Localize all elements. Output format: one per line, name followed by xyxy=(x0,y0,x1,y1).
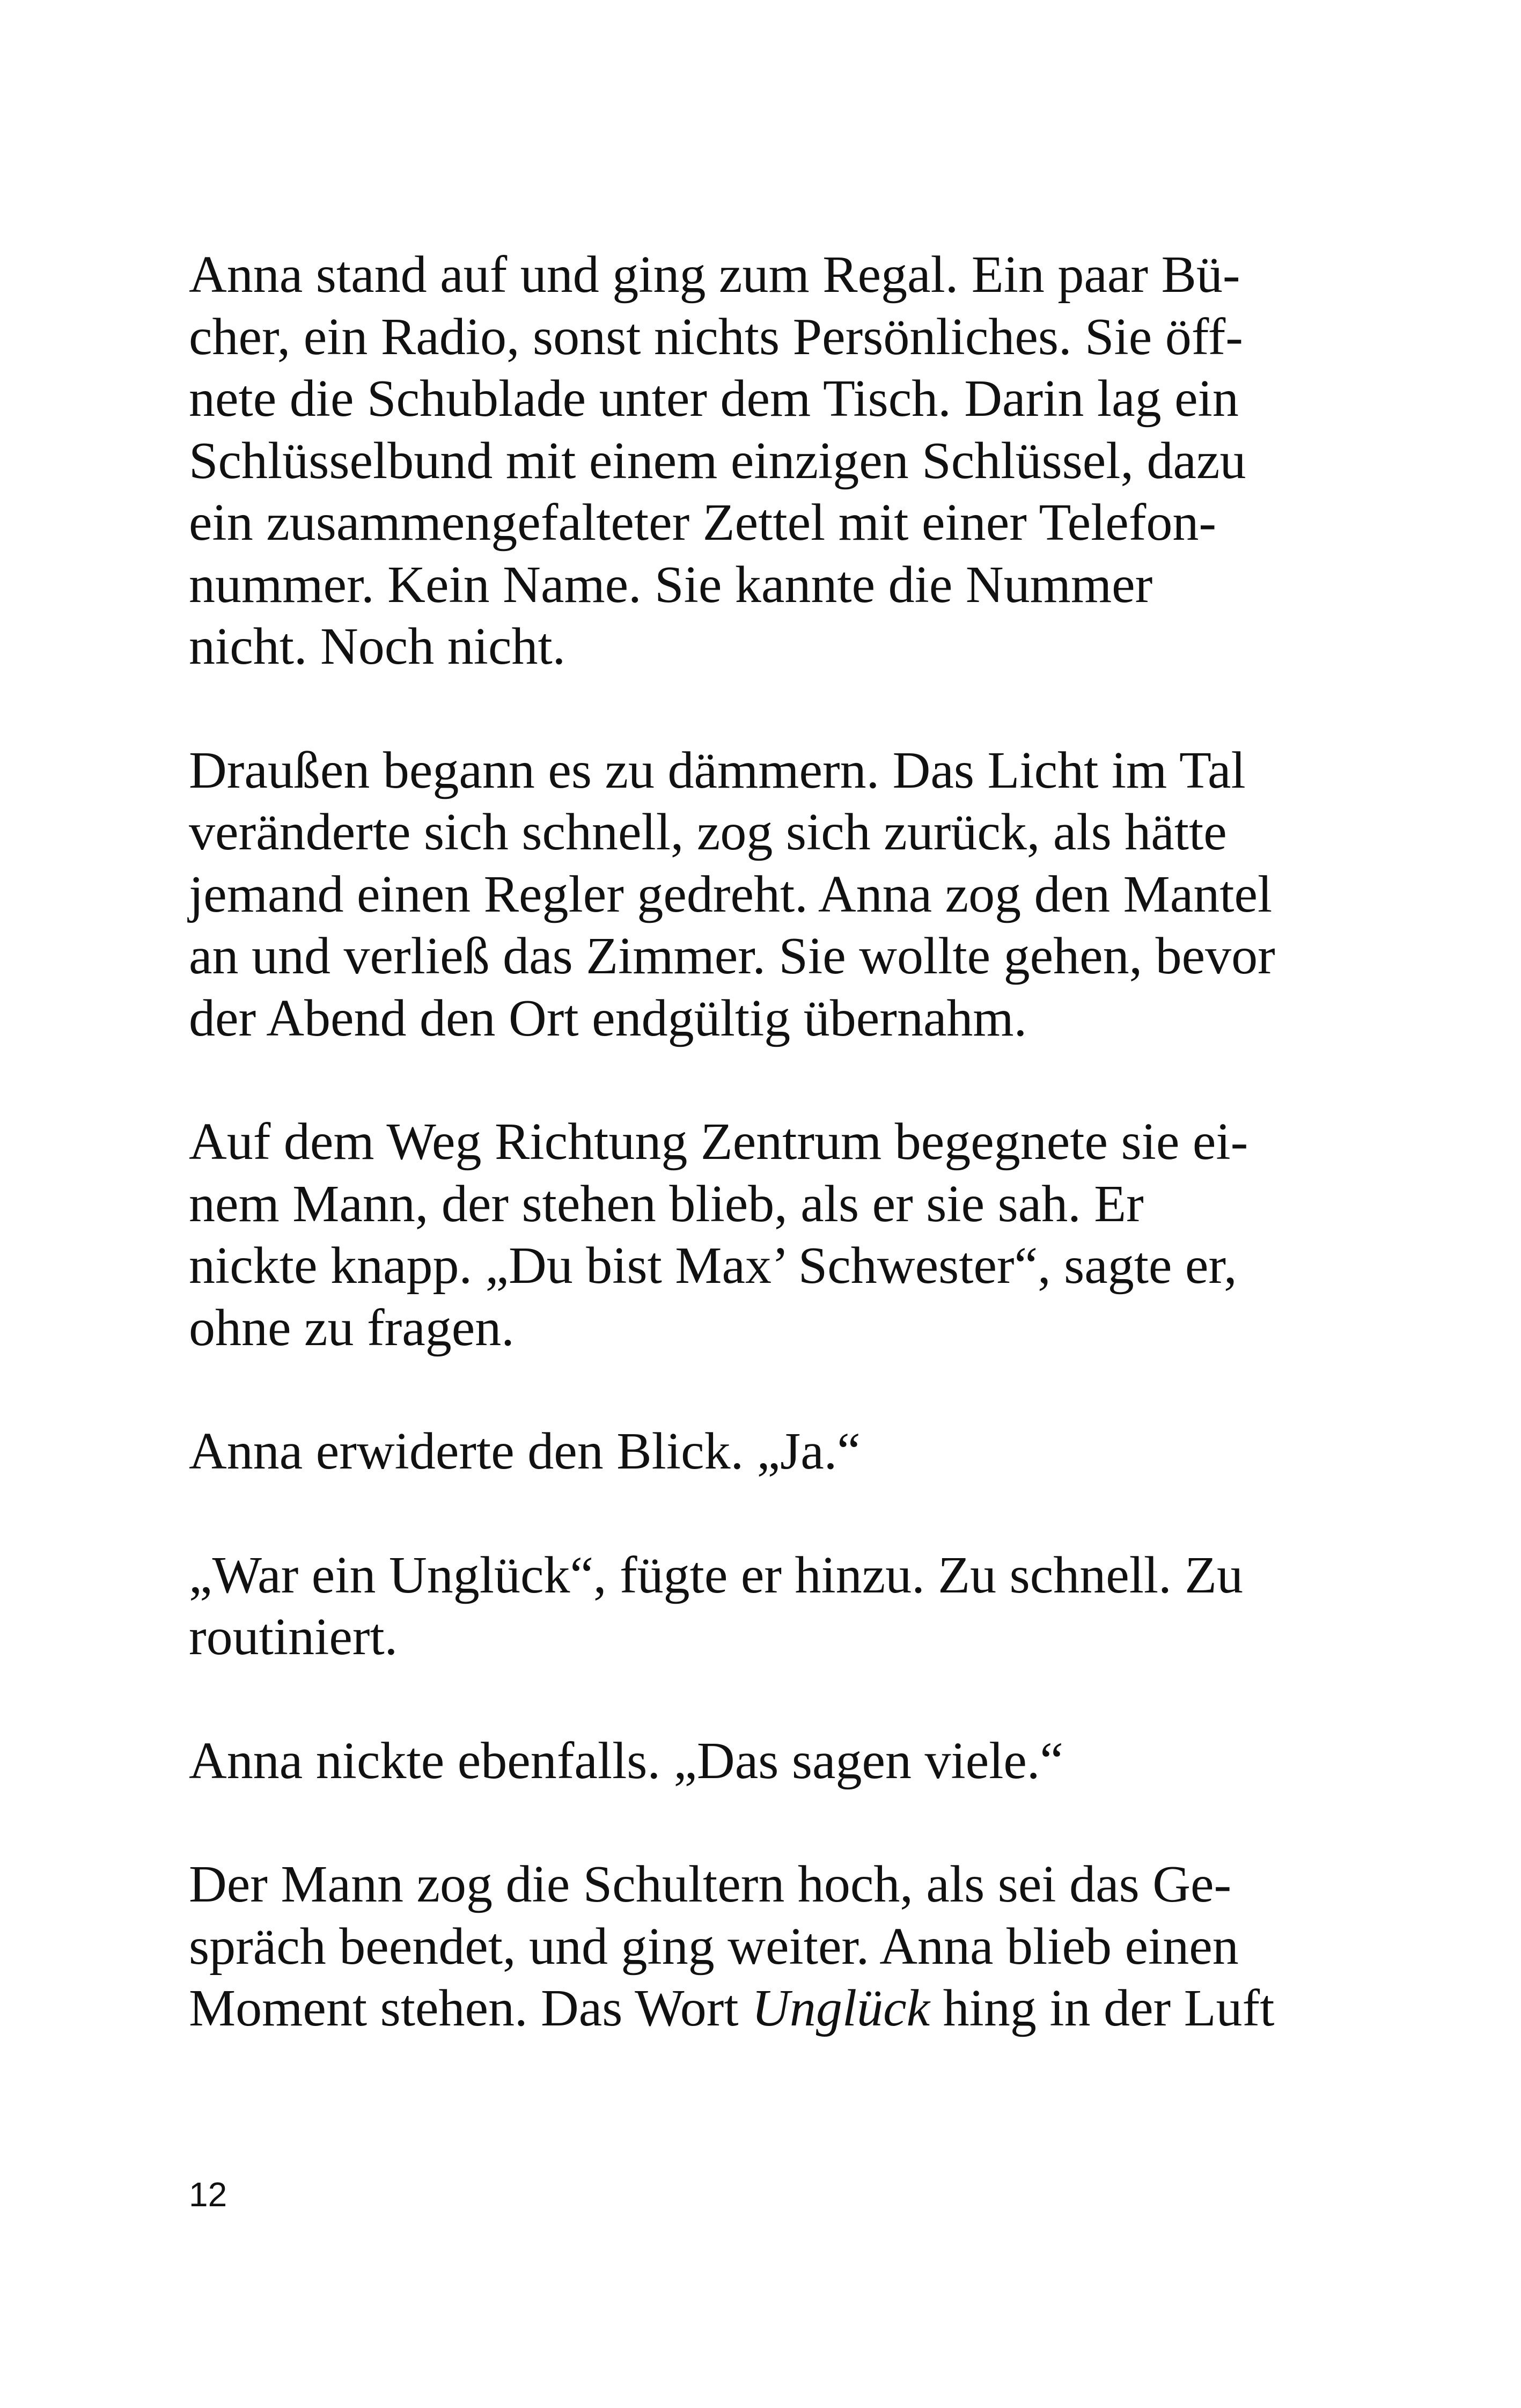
emphasized-word: Unglück xyxy=(752,1979,930,2037)
text-run: Moment stehen. Das Wort xyxy=(189,1979,752,2037)
text-line: Anna nickte ebenfalls. „Das sagen viele.“ xyxy=(189,1731,1063,1790)
paragraph-5 xyxy=(189,1545,1369,1669)
text-line: nete die Schublade unter dem Tisch. Darin lag ein xyxy=(189,370,1239,428)
text-line: nicht. Noch nicht. xyxy=(189,618,566,676)
text-line: Draußen begann es zu dämmern. Das Licht im Tal xyxy=(189,741,1246,799)
text-line: ein zusammengefalteter Zettel mit einer Telefon- xyxy=(189,494,1217,552)
paragraph-7 xyxy=(189,1854,1369,2040)
text-line: cher, ein Radio, sonst nichts Persönliches. Sie öff- xyxy=(189,307,1243,366)
text-run: hing in der Luft xyxy=(930,1979,1275,2037)
text-line: nummer. Kein Name. Sie kannte die Nummer xyxy=(189,555,1153,614)
paragraph-2 xyxy=(189,740,1369,1050)
text-line: veränderte sich schnell, zog sich zurück, als hätte xyxy=(189,803,1227,861)
text-line: nickte knapp. „Du bist Max’ Schwester“, sagte er, xyxy=(189,1237,1237,1295)
text-line: spräch beendet, und ging weiter. Anna blieb einen xyxy=(189,1917,1239,1976)
text-line: Anna erwiderte den Blick. „Ja.“ xyxy=(189,1422,861,1480)
paragraph-1 xyxy=(189,244,1369,678)
text-line: jemand einen Regler gedreht. Anna zog den Mantel xyxy=(189,865,1273,923)
paragraph-4 xyxy=(189,1421,1369,1483)
text-line: Anna stand auf und ging zum Regal. Ein paar Bü- xyxy=(189,246,1240,304)
page-number: 12 xyxy=(189,2175,227,2214)
body-text xyxy=(189,244,1369,2102)
text-line: ohne zu fragen. xyxy=(189,1298,515,1357)
text-line: routiniert. xyxy=(189,1608,398,1666)
text-line: Schlüsselbund mit einem einzigen Schlüssel, dazu xyxy=(189,431,1246,490)
text-line: Der Mann zog die Schultern hoch, als sei das Ge- xyxy=(189,1855,1232,1913)
paragraph-3 xyxy=(189,1111,1369,1359)
text-line: der Abend den Ort endgültig übernahm. xyxy=(189,989,1027,1047)
text-line: „War ein Unglück“, fügte er hinzu. Zu schnell. Zu xyxy=(189,1546,1244,1604)
text-line: an und verließ das Zimmer. Sie wollte gehen, bevor xyxy=(189,927,1275,985)
text-line: nem Mann, der stehen blieb, als er sie sah. Er xyxy=(189,1174,1144,1233)
paragraph-6 xyxy=(189,1730,1369,1793)
text-line-with-emphasis xyxy=(189,1978,1369,2040)
text-line: Auf dem Weg Richtung Zentrum begegnete sie ei- xyxy=(189,1113,1248,1171)
